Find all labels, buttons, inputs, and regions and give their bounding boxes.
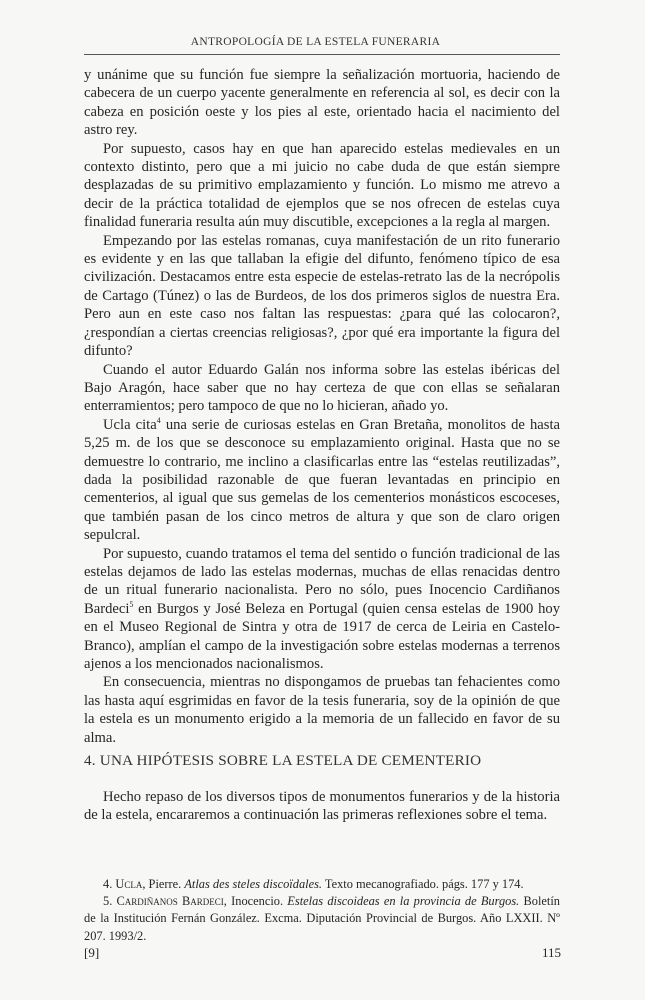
paragraph: En consecuencia, mientras no dispongamos de pruebas tan fehacientes como las hasta aquí esgrimidas en favor de la tesis funeraria, soy de la opinión de que la estela es un monumento erigido a la memoria de un fallecido en favor de su alma. <box>84 674 560 746</box>
footnote-author-rest: , Pierre. <box>142 877 185 891</box>
page-number: 115 <box>541 945 561 960</box>
footnote-author-rest: , Inocencio. <box>223 894 288 909</box>
paragraph-text: Por supuesto, cuando tratamos el tema del sentido o función tradicional de las estelas dejamos de lado las estelas modernas, muchas de ellas renacidas dentro de un ritual funerario nacionalista. Pero no sólo, pues Inocencio Cardiñanos Bardeci <box>84 545 560 617</box>
paragraph: y unánime que su función fue siempre la señalización mortuoria, haciendo de cabecera de un cuerpo yacente generalmente en referencia al sol, es decir con la cabeza en posición oeste y los pies al este, orientado hacia el nacimiento del astro rey. <box>84 67 560 139</box>
paragraph: Hecho repaso de los diversos tipos de monumentos funerarios y de la historia de la estela, encararemos a continuación las primeras reflexiones sobre el tema. <box>84 789 560 824</box>
footnote-number: 5. <box>103 894 113 909</box>
footnotes <box>84 876 560 945</box>
section-intro <box>84 788 560 825</box>
header-rule <box>84 54 560 55</box>
paragraph-text: en Burgos y José Beleza en Portugal (quien censa estelas de 1900 hoy en el Museo Regional de Sintra y otra de 1917 de cerca de Leiria en Castelo-Branco), amplían el campo de la investigación sobre estelas modernas a terrenos ajenos a los mencionados nacionalismos. <box>84 600 560 672</box>
running-header: ANTROPOLOGÍA DE LA ESTELA FUNERARIA <box>190 36 441 48</box>
paragraph: Empezando por las estelas romanas, cuya manifestación de un rito funerario es evidente y en las que tallaban la efigie del difunto, fenómeno típico de esa civilización. Destacamos entre esta especie de estelas-retrato las de la necrópolis de Cartago (Túnez) o las de Burdeos, de los dos primeros siglos de nuestra Era. Pero aun en este caso nos faltan las respuestas: ¿para qué las colocaron?, ¿respondían a ciertas creencias religiosas?, ¿por qué era importante la figura del difunto? <box>84 232 560 360</box>
footnote-number: 4. <box>103 877 113 891</box>
footnote-author: Cardiñanos Bardeci <box>116 894 224 909</box>
paragraph-cardinanos <box>84 545 560 674</box>
footnote-4 <box>84 876 560 893</box>
body-text <box>84 66 560 747</box>
paragraph: Por supuesto, casos hay en que han aparecido estelas medievales en un contexto distinto, pero que a mi juicio no cabe duda de que están siempre desplazadas de su primitivo emplazamiento y función. Lo mismo me atrevo a decir de la práctica totalidad de ejemplos que se nos ofrecen de estelas cuya finalidad funeraria resulta aún muy discutible, excepciones a la regla al margen. <box>84 140 560 231</box>
footnote-5 <box>84 893 560 945</box>
footnote-ref[interactable]: 4 <box>156 415 161 425</box>
footnote-title: Atlas des steles discoïdales. <box>184 877 323 891</box>
paragraph-text: una serie de curiosas estelas en Gran Bretaña, monolitos de hasta 5,25 m. de los que se desconoce su emplazamiento original. Hasta que no se demuestre lo contrario, me inclino a clasificarlas entre las “estelas reutilizadas”, dada la posibilidad razonable de que fueran levantadas en principio en cementerios, al igual que sus gemelas de los cementerios monásticos escoceses, que también pasan de los cinco metros de altura y que son de claro origen sepulcral. <box>84 416 560 544</box>
footnote-ref[interactable]: 5 <box>129 599 134 609</box>
footnote-author: Ucla <box>115 877 143 891</box>
paragraph: Cuando el autor Eduardo Galán nos informa sobre las estelas ibéricas del Bajo Aragón, hace saber que no hay certeza de que con ellas se señalaran enterramientos; pero tampoco de que no lo hicieran, añado yo. <box>84 361 560 415</box>
paragraph-ucla <box>84 416 560 545</box>
folio-label: [9] <box>84 945 100 960</box>
footnote-title: Estelas discoideas en la provincia de Burgos. <box>287 894 520 909</box>
section-heading: 4. UNA HIPÓTESIS SOBRE LA ESTELA DE CEMENTERIO <box>84 752 482 769</box>
footnote-tail: Texto mecanografiado. págs. 177 y 174. <box>322 877 524 891</box>
footnote-tail: Boletín de la Institución Fernán González. Excma. Diputación Provincial de Burgos. Año LXXII. Nº 207. 1993/2. <box>84 894 560 943</box>
paragraph-text: Ucla cita <box>103 416 157 433</box>
